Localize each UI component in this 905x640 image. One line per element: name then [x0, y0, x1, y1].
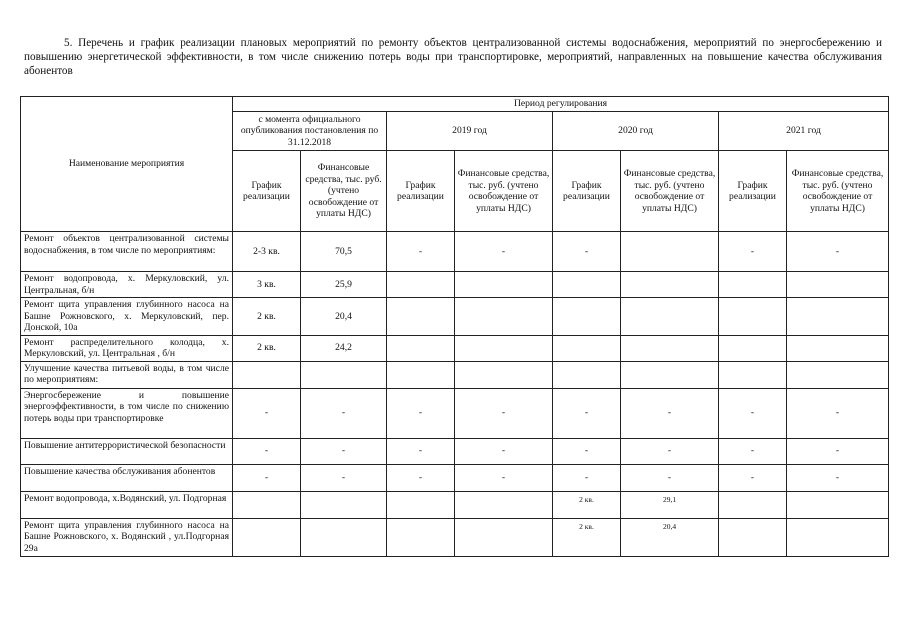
- schedule-cell: [719, 361, 787, 388]
- schedule-cell: -: [553, 464, 621, 491]
- table-row: [21, 438, 889, 464]
- finance-cell: 24,2: [301, 335, 387, 361]
- finance-cell: -: [787, 232, 889, 272]
- schedule-cell: [719, 298, 787, 336]
- table-row: [21, 335, 889, 361]
- schedule-cell: -: [553, 232, 621, 272]
- schedule-cell: [233, 491, 301, 518]
- schedule-cell: [553, 298, 621, 336]
- schedule-cell: 2-3 кв.: [233, 232, 301, 272]
- schedule-cell: -: [387, 438, 455, 464]
- finance-cell: [455, 272, 553, 298]
- finance-cell: -: [455, 232, 553, 272]
- finance-cell: -: [301, 464, 387, 491]
- finance-cell: [301, 361, 387, 388]
- schedule-cell: 3 кв.: [233, 272, 301, 298]
- schedule-cell: -: [233, 464, 301, 491]
- finance-cell: -: [621, 464, 719, 491]
- schedule-cell: 2 кв.: [553, 518, 621, 556]
- activity-name: Повышение качества обслуживания абонентов: [21, 464, 233, 491]
- table-row: [21, 518, 889, 556]
- table-row: [21, 232, 889, 272]
- header-schedule: График реализации: [719, 151, 787, 232]
- schedule-cell: [719, 491, 787, 518]
- finance-cell: -: [455, 438, 553, 464]
- header-period-initial: с момента официального опубликования постановления по 31.12.2018: [233, 112, 387, 151]
- finance-cell: [787, 298, 889, 336]
- finance-cell: [621, 335, 719, 361]
- table-row: [21, 388, 889, 438]
- header-finance: Финансовые средства, тыс. руб. (учтено освобождение от уплаты НДС): [455, 151, 553, 232]
- finance-cell: [621, 272, 719, 298]
- schedule-cell: [387, 361, 455, 388]
- finance-cell: -: [301, 388, 387, 438]
- finance-cell: [455, 361, 553, 388]
- schedule-cell: [719, 272, 787, 298]
- schedule-cell: [387, 518, 455, 556]
- finance-cell: [301, 491, 387, 518]
- schedule-cell: [553, 361, 621, 388]
- table-row: [21, 272, 889, 298]
- header-schedule: График реализации: [553, 151, 621, 232]
- schedule-cell: 2 кв.: [553, 491, 621, 518]
- finance-cell: [455, 518, 553, 556]
- activity-name: Энергосбережение и повышение энергоэффективности, в том числе по снижению потерь воды при транспортировке: [21, 388, 233, 438]
- finance-cell: [455, 298, 553, 336]
- finance-cell: -: [455, 464, 553, 491]
- schedule-cell: -: [719, 232, 787, 272]
- schedule-cell: -: [719, 438, 787, 464]
- schedule-cell: 2 кв.: [233, 298, 301, 336]
- finance-cell: -: [621, 438, 719, 464]
- schedule-cell: [719, 335, 787, 361]
- finance-cell: [621, 361, 719, 388]
- header-regulation-period: Период регулирования: [233, 97, 889, 112]
- finance-cell: [787, 491, 889, 518]
- finance-cell: [787, 518, 889, 556]
- header-finance: Финансовые средства, тыс. руб. (учтено освобождение от уплаты НДС): [301, 151, 387, 232]
- schedule-cell: -: [387, 388, 455, 438]
- activity-name: Улучшение качества питьевой воды, в том числе по мероприятиям:: [21, 361, 233, 388]
- finance-cell: -: [621, 388, 719, 438]
- schedule-cell: -: [719, 388, 787, 438]
- schedule-cell: -: [233, 438, 301, 464]
- table-row: [21, 361, 889, 388]
- header-finance: Финансовые средства, тыс. руб. (учтено освобождение от уплаты НДС): [787, 151, 889, 232]
- schedule-cell: [233, 518, 301, 556]
- activity-name: Повышение антитеррористической безопасности: [21, 438, 233, 464]
- finance-cell: 25,9: [301, 272, 387, 298]
- table-row: [21, 464, 889, 491]
- schedule-cell: -: [387, 464, 455, 491]
- finance-cell: [455, 491, 553, 518]
- schedule-cell: -: [233, 388, 301, 438]
- table-row: [21, 491, 889, 518]
- header-activity-name: Наименование мероприятия: [21, 97, 233, 232]
- header-period-2019: 2019 год: [387, 112, 553, 151]
- finance-cell: [455, 335, 553, 361]
- schedule-cell: -: [719, 464, 787, 491]
- activity-name: Ремонт водопровода, х. Меркуловский, ул. Центральная, б/н: [21, 272, 233, 298]
- finance-cell: [621, 298, 719, 336]
- finance-cell: -: [787, 388, 889, 438]
- schedule-cell: -: [387, 232, 455, 272]
- schedule-cell: [387, 272, 455, 298]
- header-schedule: График реализации: [387, 151, 455, 232]
- finance-cell: 20,4: [621, 518, 719, 556]
- finance-cell: -: [301, 438, 387, 464]
- finance-cell: -: [455, 388, 553, 438]
- schedule-cell: [233, 361, 301, 388]
- finance-cell: [787, 361, 889, 388]
- header-period-2021: 2021 год: [719, 112, 889, 151]
- schedule-cell: [553, 272, 621, 298]
- document-heading: 5. Перечень и график реализации плановых мероприятий по ремонту объектов централизованной системы водоснабжения, мероприятий по энергосбережению и повышению энергетической эффективности, в том числе снижению потерь воды при транспортировке, мероприятий, направленных на повышение качества обслуживания абонентов: [24, 37, 882, 77]
- schedule-cell: -: [553, 438, 621, 464]
- finance-cell: [787, 335, 889, 361]
- header-finance: Финансовые средства, тыс. руб. (учтено освобождение от уплаты НДС): [621, 151, 719, 232]
- schedule-cell: [387, 298, 455, 336]
- schedule-cell: [387, 491, 455, 518]
- finance-cell: [301, 518, 387, 556]
- schedule-table: [20, 96, 889, 557]
- schedule-cell: [719, 518, 787, 556]
- activity-name: Ремонт водопровода, х.Водянский, ул. Подгорная: [21, 491, 233, 518]
- table-row: [21, 298, 889, 336]
- finance-cell: [787, 272, 889, 298]
- finance-cell: 20,4: [301, 298, 387, 336]
- finance-cell: -: [787, 464, 889, 491]
- schedule-cell: 2 кв.: [233, 335, 301, 361]
- finance-cell: [621, 232, 719, 272]
- activity-name: Ремонт щита управления глубинного насоса на Башне Рожновского, х. Меркуловский, пер. Донской, 10а: [21, 298, 233, 336]
- schedule-cell: -: [553, 388, 621, 438]
- activity-name: Ремонт щита управления глубинного насоса на Башне Рожновского, х. Водянский , ул.Подгорная 29а: [21, 518, 233, 556]
- header-schedule: График реализации: [233, 151, 301, 232]
- activity-name: Ремонт объектов централизованной системы водоснабжения, в том числе по мероприятиям:: [21, 232, 233, 272]
- schedule-cell: [553, 335, 621, 361]
- finance-cell: 70,5: [301, 232, 387, 272]
- schedule-cell: [387, 335, 455, 361]
- finance-cell: -: [787, 438, 889, 464]
- finance-cell: 29,1: [621, 491, 719, 518]
- header-period-2020: 2020 год: [553, 112, 719, 151]
- activity-name: Ремонт распределительного колодца, х. Меркуловский, ул. Центральная , б/н: [21, 335, 233, 361]
